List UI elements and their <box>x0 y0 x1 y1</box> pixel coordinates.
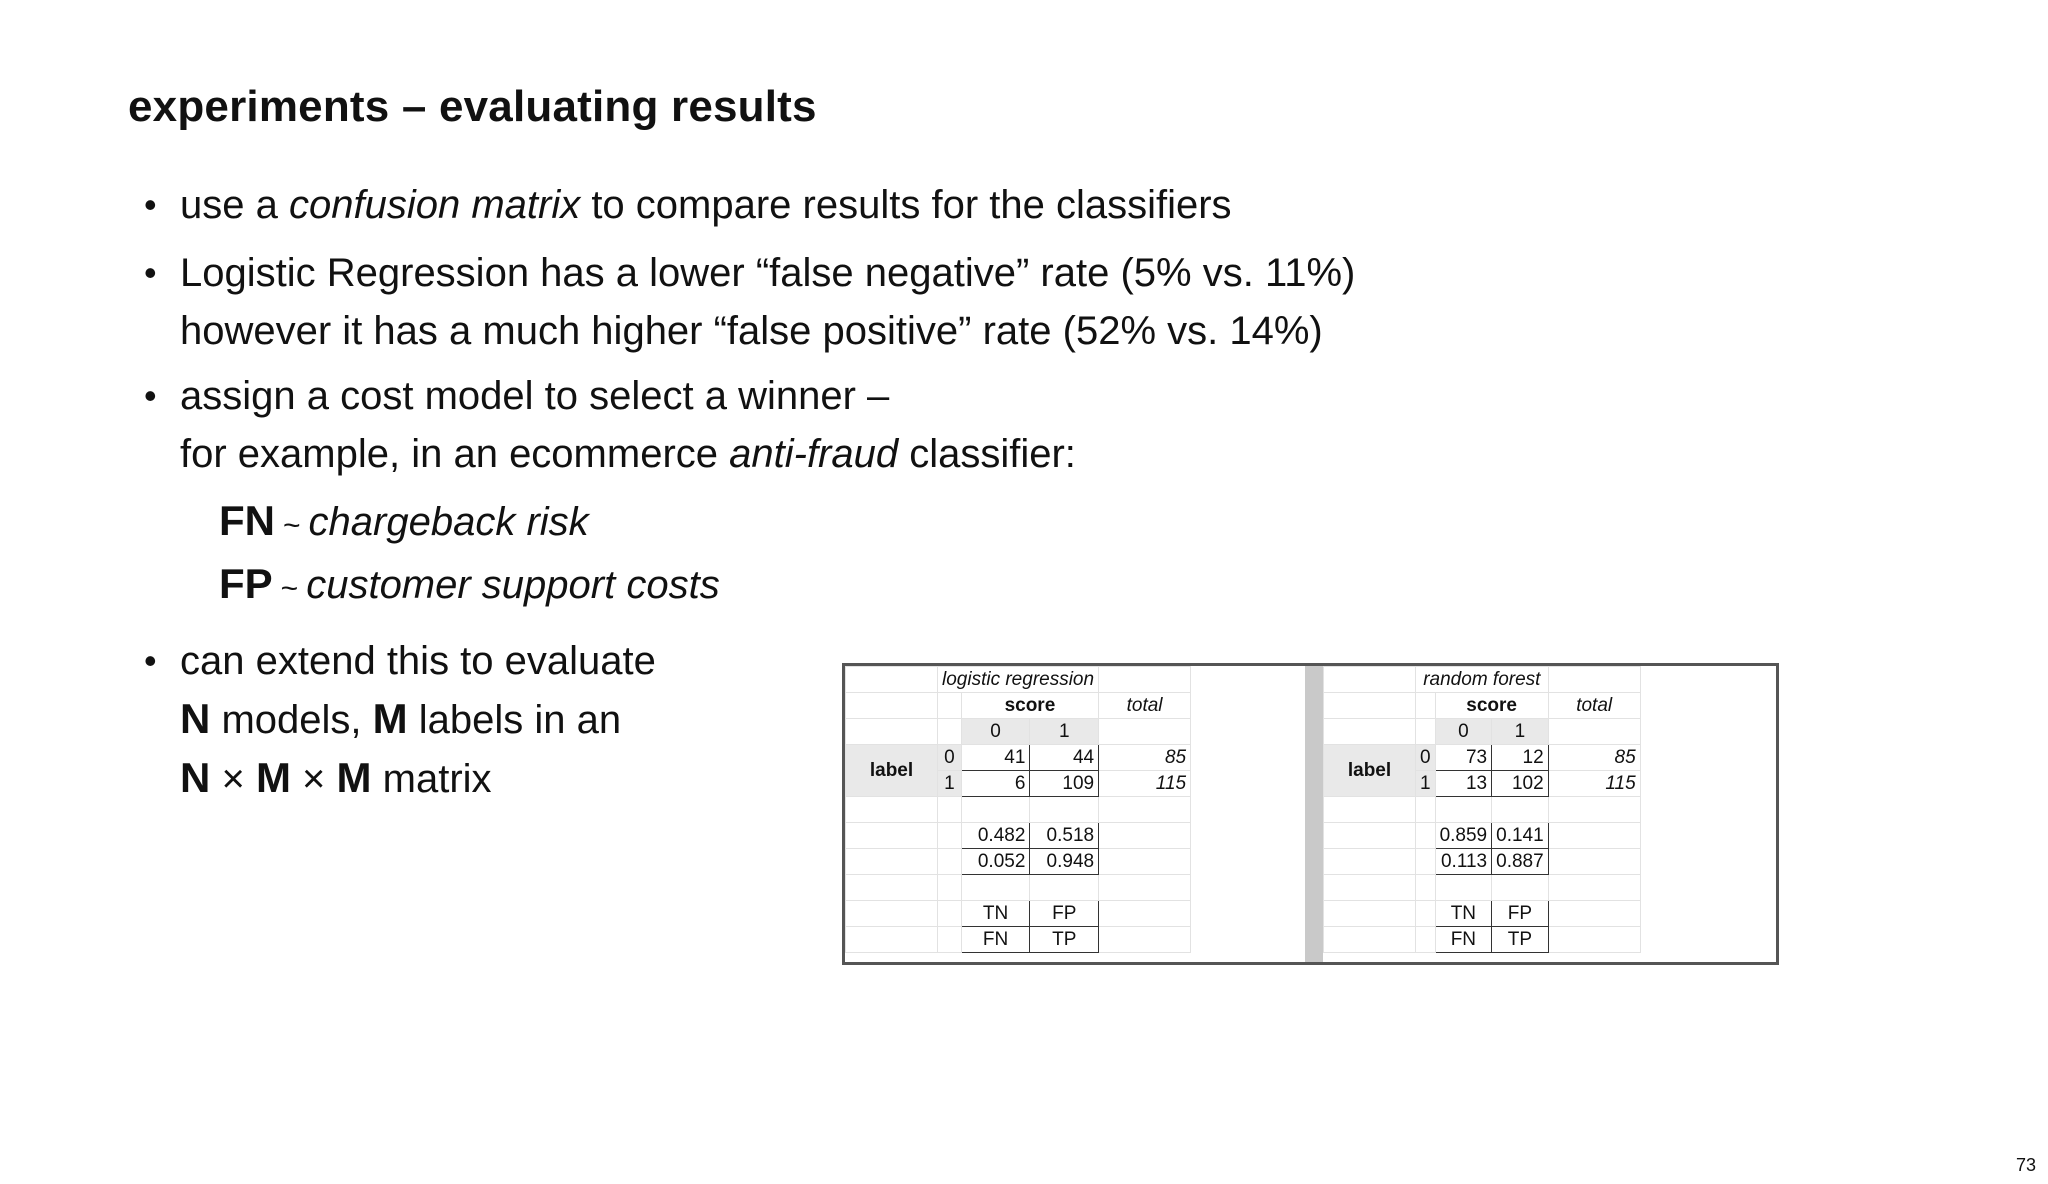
cell-1-0: 6 <box>961 771 1030 797</box>
total-0: 85 <box>1099 745 1191 771</box>
random-forest-panel <box>1323 666 1776 962</box>
total-1: 115 <box>1548 771 1640 797</box>
n-symbol: N <box>180 695 211 742</box>
cell-1-1: 109 <box>1030 771 1099 797</box>
bullet-dot: • <box>144 375 157 416</box>
panel-divider <box>1305 666 1323 962</box>
bullet-text: matrix <box>371 757 492 801</box>
cell-1-1: 102 <box>1492 771 1549 797</box>
tilde: ~ <box>280 572 299 605</box>
times-symbol: × <box>210 757 256 801</box>
page-number: 73 <box>2015 1155 2036 1175</box>
slide-title: experiments – evaluating results <box>128 82 817 131</box>
label-0: 0 <box>1416 745 1436 771</box>
rate-0-0: 0.859 <box>1435 823 1492 849</box>
bullet-dot: • <box>144 252 157 293</box>
random-forest-table <box>1323 666 1641 953</box>
tp-cell: TP <box>1030 927 1099 953</box>
bullet-line: however it has a much higher “false positive” rate (52% vs. 14%) <box>180 309 1323 353</box>
total-0: 85 <box>1548 745 1640 771</box>
bullet-line: Logistic Regression has a lower “false negative” rate (5% vs. 11%) <box>180 251 1356 295</box>
bullet-dot: • <box>144 640 157 681</box>
cell-0-1: 12 <box>1492 745 1549 771</box>
rate-1-0: 0.113 <box>1435 849 1492 875</box>
bullet-text: to compare results for the classifiers <box>580 183 1232 227</box>
label-1: 1 <box>1416 771 1436 797</box>
bullet-dot: • <box>144 184 157 225</box>
bullet-line: assign a cost model to select a winner – <box>180 374 890 418</box>
fp-description: customer support costs <box>306 563 720 607</box>
rate-1-1: 0.948 <box>1030 849 1099 875</box>
cell-0-1: 44 <box>1030 745 1099 771</box>
fp-label: FP <box>219 560 273 607</box>
tilde: ~ <box>283 509 301 542</box>
label-1: 1 <box>938 771 962 797</box>
cell-1-0: 13 <box>1435 771 1492 797</box>
total-header: total <box>1099 693 1191 719</box>
m-symbol: M <box>372 695 408 742</box>
m-symbol: M <box>336 754 372 801</box>
fn-cell: FN <box>1435 927 1492 953</box>
fp-cell: FP <box>1030 901 1099 927</box>
times-symbol: × <box>290 757 337 801</box>
fn-description: chargeback risk <box>308 500 589 544</box>
rate-0-0: 0.482 <box>961 823 1030 849</box>
m-symbol: M <box>255 754 291 801</box>
score-header: score <box>961 693 1098 719</box>
label-0: 0 <box>938 745 962 771</box>
rate-0-1: 0.141 <box>1492 823 1549 849</box>
confusion-matrix-figure <box>842 663 1779 965</box>
fp-cell: FP <box>1492 901 1549 927</box>
tp-cell: TP <box>1492 927 1549 953</box>
bullet-text: for example, in an ecommerce <box>180 432 730 476</box>
bullet-emphasis: confusion matrix <box>288 183 581 227</box>
bullet-text: classifier: <box>898 432 1076 476</box>
tn-cell: TN <box>961 901 1030 927</box>
bullet-text: models, <box>210 698 373 742</box>
fp-cost-line <box>219 560 720 608</box>
score-1: 1 <box>1030 719 1099 745</box>
total-header: total <box>1548 693 1640 719</box>
n-symbol: N <box>180 754 211 801</box>
rate-1-1: 0.887 <box>1492 849 1549 875</box>
cell-0-0: 41 <box>961 745 1030 771</box>
label-header: label <box>846 745 938 797</box>
score-0: 0 <box>961 719 1030 745</box>
model-name: random forest <box>1416 667 1549 693</box>
bullet-text: use a <box>180 183 289 227</box>
label-header: label <box>1324 745 1416 797</box>
model-name: logistic regression <box>938 667 1099 693</box>
logistic-regression-panel <box>845 666 1305 962</box>
rate-1-0: 0.052 <box>961 849 1030 875</box>
bullet-emphasis: anti-fraud <box>729 432 899 476</box>
fn-cell: FN <box>961 927 1030 953</box>
logistic-regression-table <box>845 666 1191 953</box>
bullet-line: can extend this to evaluate <box>180 639 656 683</box>
bullet-text: labels in an <box>407 698 622 742</box>
score-header: score <box>1435 693 1548 719</box>
tn-cell: TN <box>1435 901 1492 927</box>
fn-cost-line <box>219 497 589 545</box>
score-0: 0 <box>1435 719 1492 745</box>
score-1: 1 <box>1492 719 1549 745</box>
total-1: 115 <box>1099 771 1191 797</box>
cell-0-0: 73 <box>1435 745 1492 771</box>
fn-label: FN <box>219 497 275 544</box>
rate-0-1: 0.518 <box>1030 823 1099 849</box>
